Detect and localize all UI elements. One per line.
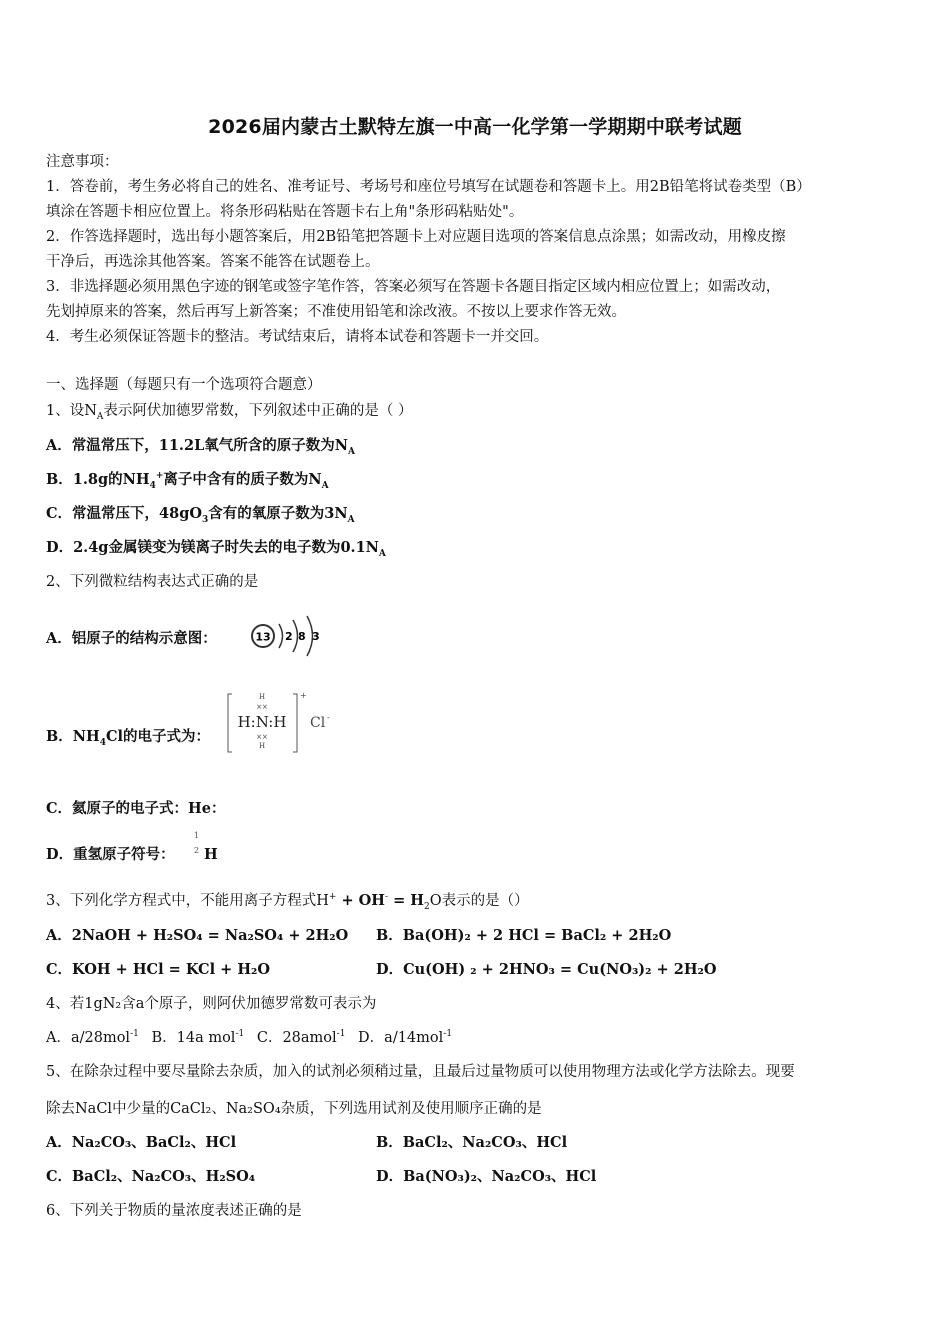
- q4-option-c: C．28amol: [256, 1030, 337, 1046]
- q3-option-b: B．Ba(OH)₂ + 2 HCl = BaCl₂ + 2H₂O: [376, 927, 672, 944]
- bottom-electron-pair: ××: [256, 733, 268, 741]
- q2-option-c: C．氦原子的电子式：He：: [46, 800, 226, 817]
- q1-option-c: C．常温常压下，$48gO_3$含有的氧原子数为$3N_A$: [46, 505, 355, 525]
- notice-1a: 1．答卷前，考生务必将自己的姓名、准考证号、考场号和座位号填写在试题卷和答题卡上。用2B铅笔将试卷类型（B）: [46, 179, 811, 195]
- q3-option-c: C．KOH + HCl = KCl + H₂O: [46, 961, 271, 978]
- section-heading: 一、选择题（每题只有一个选项符合题意）: [46, 377, 322, 393]
- left-bracket: [228, 694, 232, 752]
- q4-options: A．a/28mol$^{-1}$ B．14a mol$^{-1}$ C．28amol$^{-1}$ D．a/14mol$^{-1}$: [46, 1029, 453, 1046]
- ammonium-chloride-electron-formula: [226, 690, 336, 756]
- isotope-mass-number: 1: [194, 831, 200, 840]
- q1-option-a: A．常温常压下，11.2L氧气所含的原子数为$N_A$: [46, 437, 355, 457]
- notice-2b: 干净后，再选涂其他答案。答案不能答在试题卷上。: [46, 254, 380, 270]
- q1-option-b: B．1.8g的$NH_4^+$离子中含有的质子数为$N_A$: [46, 471, 329, 491]
- page-title: 2026届内蒙古土默特左旗一中高一化学第一学期期中联考试题: [208, 116, 742, 138]
- chloride-charge: -: [327, 713, 330, 722]
- q5-option-d: D．Ba(NO₃)₂、Na₂CO₃、HCl: [376, 1168, 597, 1185]
- aluminum-atom-diagram: [246, 612, 326, 660]
- cation-charge: +: [300, 691, 307, 700]
- notice-1b: 填涂在答题卡相应位置上。将条形码粘贴在答题卡右上角"条形码粘贴处"。: [46, 204, 524, 220]
- q4-option-b: B．14a mol: [151, 1030, 236, 1046]
- notice-3a: 3．非选择题必须用黑色字迹的钢笔或签字笔作答，答案必须写在答题卡各题目指定区域内相应位置上；如需改动，: [46, 279, 781, 295]
- q3-option-a: A．2NaOH + H₂SO₄ = Na₂SO₄ + 2H₂O: [46, 927, 349, 944]
- notice-3b: 先划掉原来的答案，然后再写上新答案；不准使用铅笔和涂改液。不按以上要求作答无效。: [46, 304, 626, 320]
- q1-option-d: D．2.4g金属镁变为镁离子时失去的电子数为$0.1N_A$: [46, 539, 386, 559]
- shell-electrons-2: 8: [298, 630, 306, 643]
- notice-2a: 2．作答选择题时，选出每小题答案后，用2B铅笔把答题卡上对应题目选项的答案信息点涂黑；如需改动，用橡皮擦: [46, 229, 786, 245]
- q5-stem-1: 5、在除杂过程中要尽量除去杂质，加入的试剂必须稍过量，且最后过量物质可以使用物理方法或化学方法除去。现要: [46, 1064, 795, 1080]
- chloride-symbol: Cl: [310, 715, 326, 731]
- shell-electrons-3: 3: [312, 630, 320, 643]
- q4-stem: 4、若1gN₂含a个原子，则阿伏加德罗常数可表示为: [46, 996, 377, 1012]
- shell-electrons-1: 2: [285, 630, 293, 643]
- q2-stem: 2、下列微粒结构表达式正确的是: [46, 574, 259, 590]
- q1-stem: 1、设$N_A$表示阿伏加德罗常数，下列叙述中正确的是（ ）: [46, 403, 413, 422]
- q2-option-d: D．重氢原子符号：: [46, 846, 175, 863]
- bottom-hydrogen: H: [258, 742, 266, 750]
- top-electron-pair: ××: [256, 703, 268, 711]
- shell-arc-1: [279, 624, 283, 648]
- q3-stem: 3、下列化学方程式中，不能用离子方程式$H^+ + OH^- = H_2O$表示的是（）: [46, 892, 529, 912]
- formula-center: H:N:H: [237, 713, 287, 731]
- q4-option-a: A．a/28mol: [46, 1030, 131, 1046]
- nucleus-charge: 13: [255, 630, 271, 644]
- isotope-symbol: H: [204, 846, 218, 863]
- q4-option-d: D．a/14mol: [358, 1030, 444, 1046]
- top-hydrogen: H: [258, 693, 266, 701]
- q2-option-b: B．$NH_4Cl$的电子式为：: [46, 728, 211, 748]
- q5-option-a: A．Na₂CO₃、BaCl₂、HCl: [46, 1134, 237, 1151]
- notice-heading: 注意事项：: [46, 154, 119, 170]
- q6-stem: 6、下列关于物质的量浓度表述正确的是: [46, 1203, 302, 1219]
- q2-option-a: A．铝原子的结构示意图：: [46, 630, 217, 647]
- shell-arc-2: [293, 620, 298, 652]
- q5-stem-2: 除去NaCl中少量的CaCl₂、Na₂SO₄杂质，下列选用试剂及使用顺序正确的是: [46, 1101, 542, 1117]
- q5-option-b: B．BaCl₂、Na₂CO₃、HCl: [376, 1134, 568, 1151]
- q5-option-c: C．BaCl₂、Na₂CO₃、H₂SO₄: [46, 1168, 256, 1185]
- isotope-atomic-number: 2: [194, 846, 200, 855]
- notice-4: 4．考生必须保证答题卡的整洁。考试结束后，请将本试卷和答题卡一并交回。: [46, 329, 549, 345]
- q3-option-d: D．Cu(OH) ₂ + 2HNO₃ = Cu(NO₃)₂ + 2H₂O: [376, 961, 717, 978]
- right-bracket: [293, 694, 297, 752]
